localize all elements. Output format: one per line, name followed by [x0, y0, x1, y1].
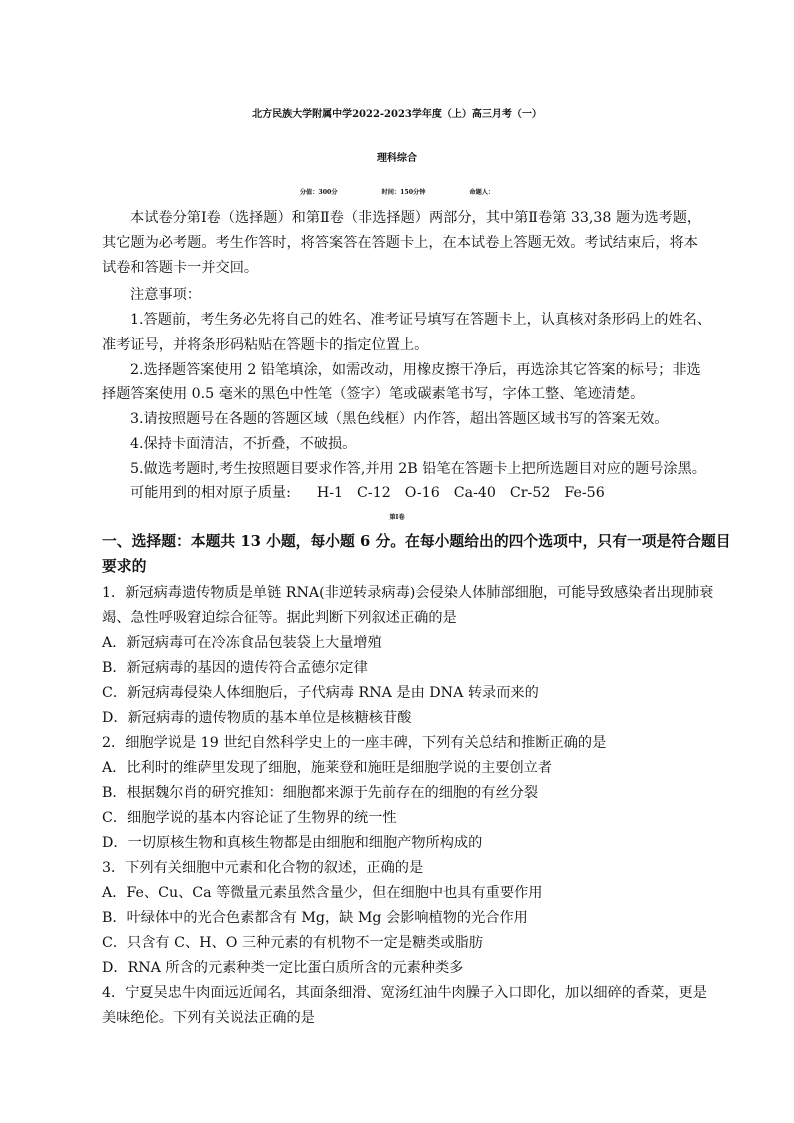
answer-option: C．只含有 C、H、O 三种元素的有机物不一定是糖类或脂肪: [102, 935, 484, 951]
question-stem: 竭、急性呼吸窘迫综合征等。据此判断下列叙述正确的是: [102, 610, 457, 626]
question-stem: 3．下列有关细胞中元素和化合物的叙述，正确的是: [102, 860, 424, 876]
answer-option: C．新冠病毒侵染人体细胞后，子代病毒 RNA 是由 DNA 转录而来的: [102, 685, 539, 701]
note-item: 1.答题前，考生务必先将自己的姓名、准考证号填写在答题卡上，认真核对条形码上的姓名、: [130, 312, 712, 328]
section-heading: 一、选择题：本题共 13 小题，每小题 6 分。在每小题给出的四个选项中，只有一项是符合题目: [102, 533, 731, 550]
answer-option: C．细胞学说的基本内容论证了生物界的统一性: [102, 810, 397, 826]
question-stem: 2．细胞学说是 19 世纪自然科学史上的一座丰碑，下列有关总结和推断正确的是: [102, 735, 607, 751]
intro-line: 本试卷分第Ⅰ卷（选择题）和第Ⅱ卷（非选择题）两部分，其中第Ⅱ卷第 33,38 题为选考题，: [130, 210, 702, 226]
atomic-mass-value: O-16: [404, 485, 440, 501]
intro-line: 试卷和答题卡一并交回。: [102, 260, 259, 276]
note-item: 3.请按照题号在各题的答题区域（黑色线框）内作答，超出答题区域书写的答案无效。: [130, 411, 669, 427]
note-item: 4.保持卡面清洁，不折叠，不破损。: [130, 436, 357, 452]
atomic-mass-value: Fe-56: [564, 485, 605, 501]
atomic-mass-label: 可能用到的相对原子质量:: [130, 485, 291, 501]
atomic-mass-value: Ca-40: [453, 485, 496, 501]
exam-title: 北方民族大学附属中学2022-2023学年度（上）高三月考（一）: [252, 109, 542, 120]
answer-option: B．叶绿体中的光合色素都含有 Mg，缺 Mg 会影响植物的光合作用: [102, 910, 528, 926]
answer-option: A．Fe、Cu、Ca 等微量元素虽然含量少，但在细胞中也具有重要作用: [102, 885, 543, 901]
answer-option: D．RNA 所含的元素种类一定比蛋白质所含的元素种类多: [102, 960, 464, 976]
exam-subject: 理科综合: [377, 153, 417, 164]
answer-option: D．新冠病毒的遗传物质的基本单位是核糖核苷酸: [102, 710, 412, 726]
question-stem: 美味绝伦。下列有关说法正确的是: [102, 1010, 315, 1026]
atomic-mass-value: H-1: [316, 485, 344, 501]
question-stem: 1．新冠病毒遗传物质是单链 RNA(非逆转录病毒)会侵染人体肺部细胞，可能导致感染者出现肺衰: [102, 585, 714, 601]
note-item: 5.做选考题时,考生按照题目要求作答,并用 2B 铅笔在答题卡上把所选题目对应的题号涂黑。: [130, 461, 706, 477]
notes-heading: 注意事项：: [130, 287, 201, 303]
time-label: 时间：150分钟: [381, 189, 426, 196]
answer-option: B．新冠病毒的基因的遗传符合孟德尔定律: [102, 660, 368, 676]
atomic-mass-line: [130, 481, 605, 505]
exam-meta: [0, 181, 794, 205]
atomic-mass-value: Cr-52: [509, 485, 551, 501]
atomic-mass-value: C-12: [357, 485, 391, 501]
note-item: 2.选择题答案使用 2 铅笔填涂，如需改动，用橡皮擦干净后，再选涂其它答案的标号；非选: [130, 362, 701, 378]
section-heading: 要求的: [102, 558, 147, 575]
author-label: 命题人：: [469, 189, 495, 196]
score-label: 分值：300分: [299, 189, 338, 196]
volume-heading: 第Ⅰ卷: [389, 514, 405, 521]
note-item: 准考证号，并将条形码粘贴在答题卡的指定位置上。: [102, 337, 429, 353]
answer-option: A．比利时的维萨里发现了细胞，施莱登和施旺是细胞学说的主要创立者: [102, 760, 553, 776]
intro-line: 其它题为必考题。考生作答时，将答案答在答题卡上，在本试卷上答题无效。考试结束后，将本: [102, 235, 698, 251]
note-item: 择题答案使用 0.5 毫米的黑色中性笔（签字）笔或碳素笔书写，字体工整、笔迹清楚。: [102, 386, 645, 402]
answer-option: D．一切原核生物和真核生物都是由细胞和细胞产物所构成的: [102, 835, 483, 851]
answer-option: A．新冠病毒可在冷冻食品包装袋上大量增殖: [102, 635, 382, 651]
question-stem: 4．宁夏吴忠牛肉面远近闻名，其面条细滑、宽汤红油牛肉臊子入口即化，加以细碎的香菜，更是: [102, 985, 707, 1001]
answer-option: B．根据魏尔肖的研究推知：细胞都来源于先前存在的细胞的有丝分裂: [102, 785, 539, 801]
